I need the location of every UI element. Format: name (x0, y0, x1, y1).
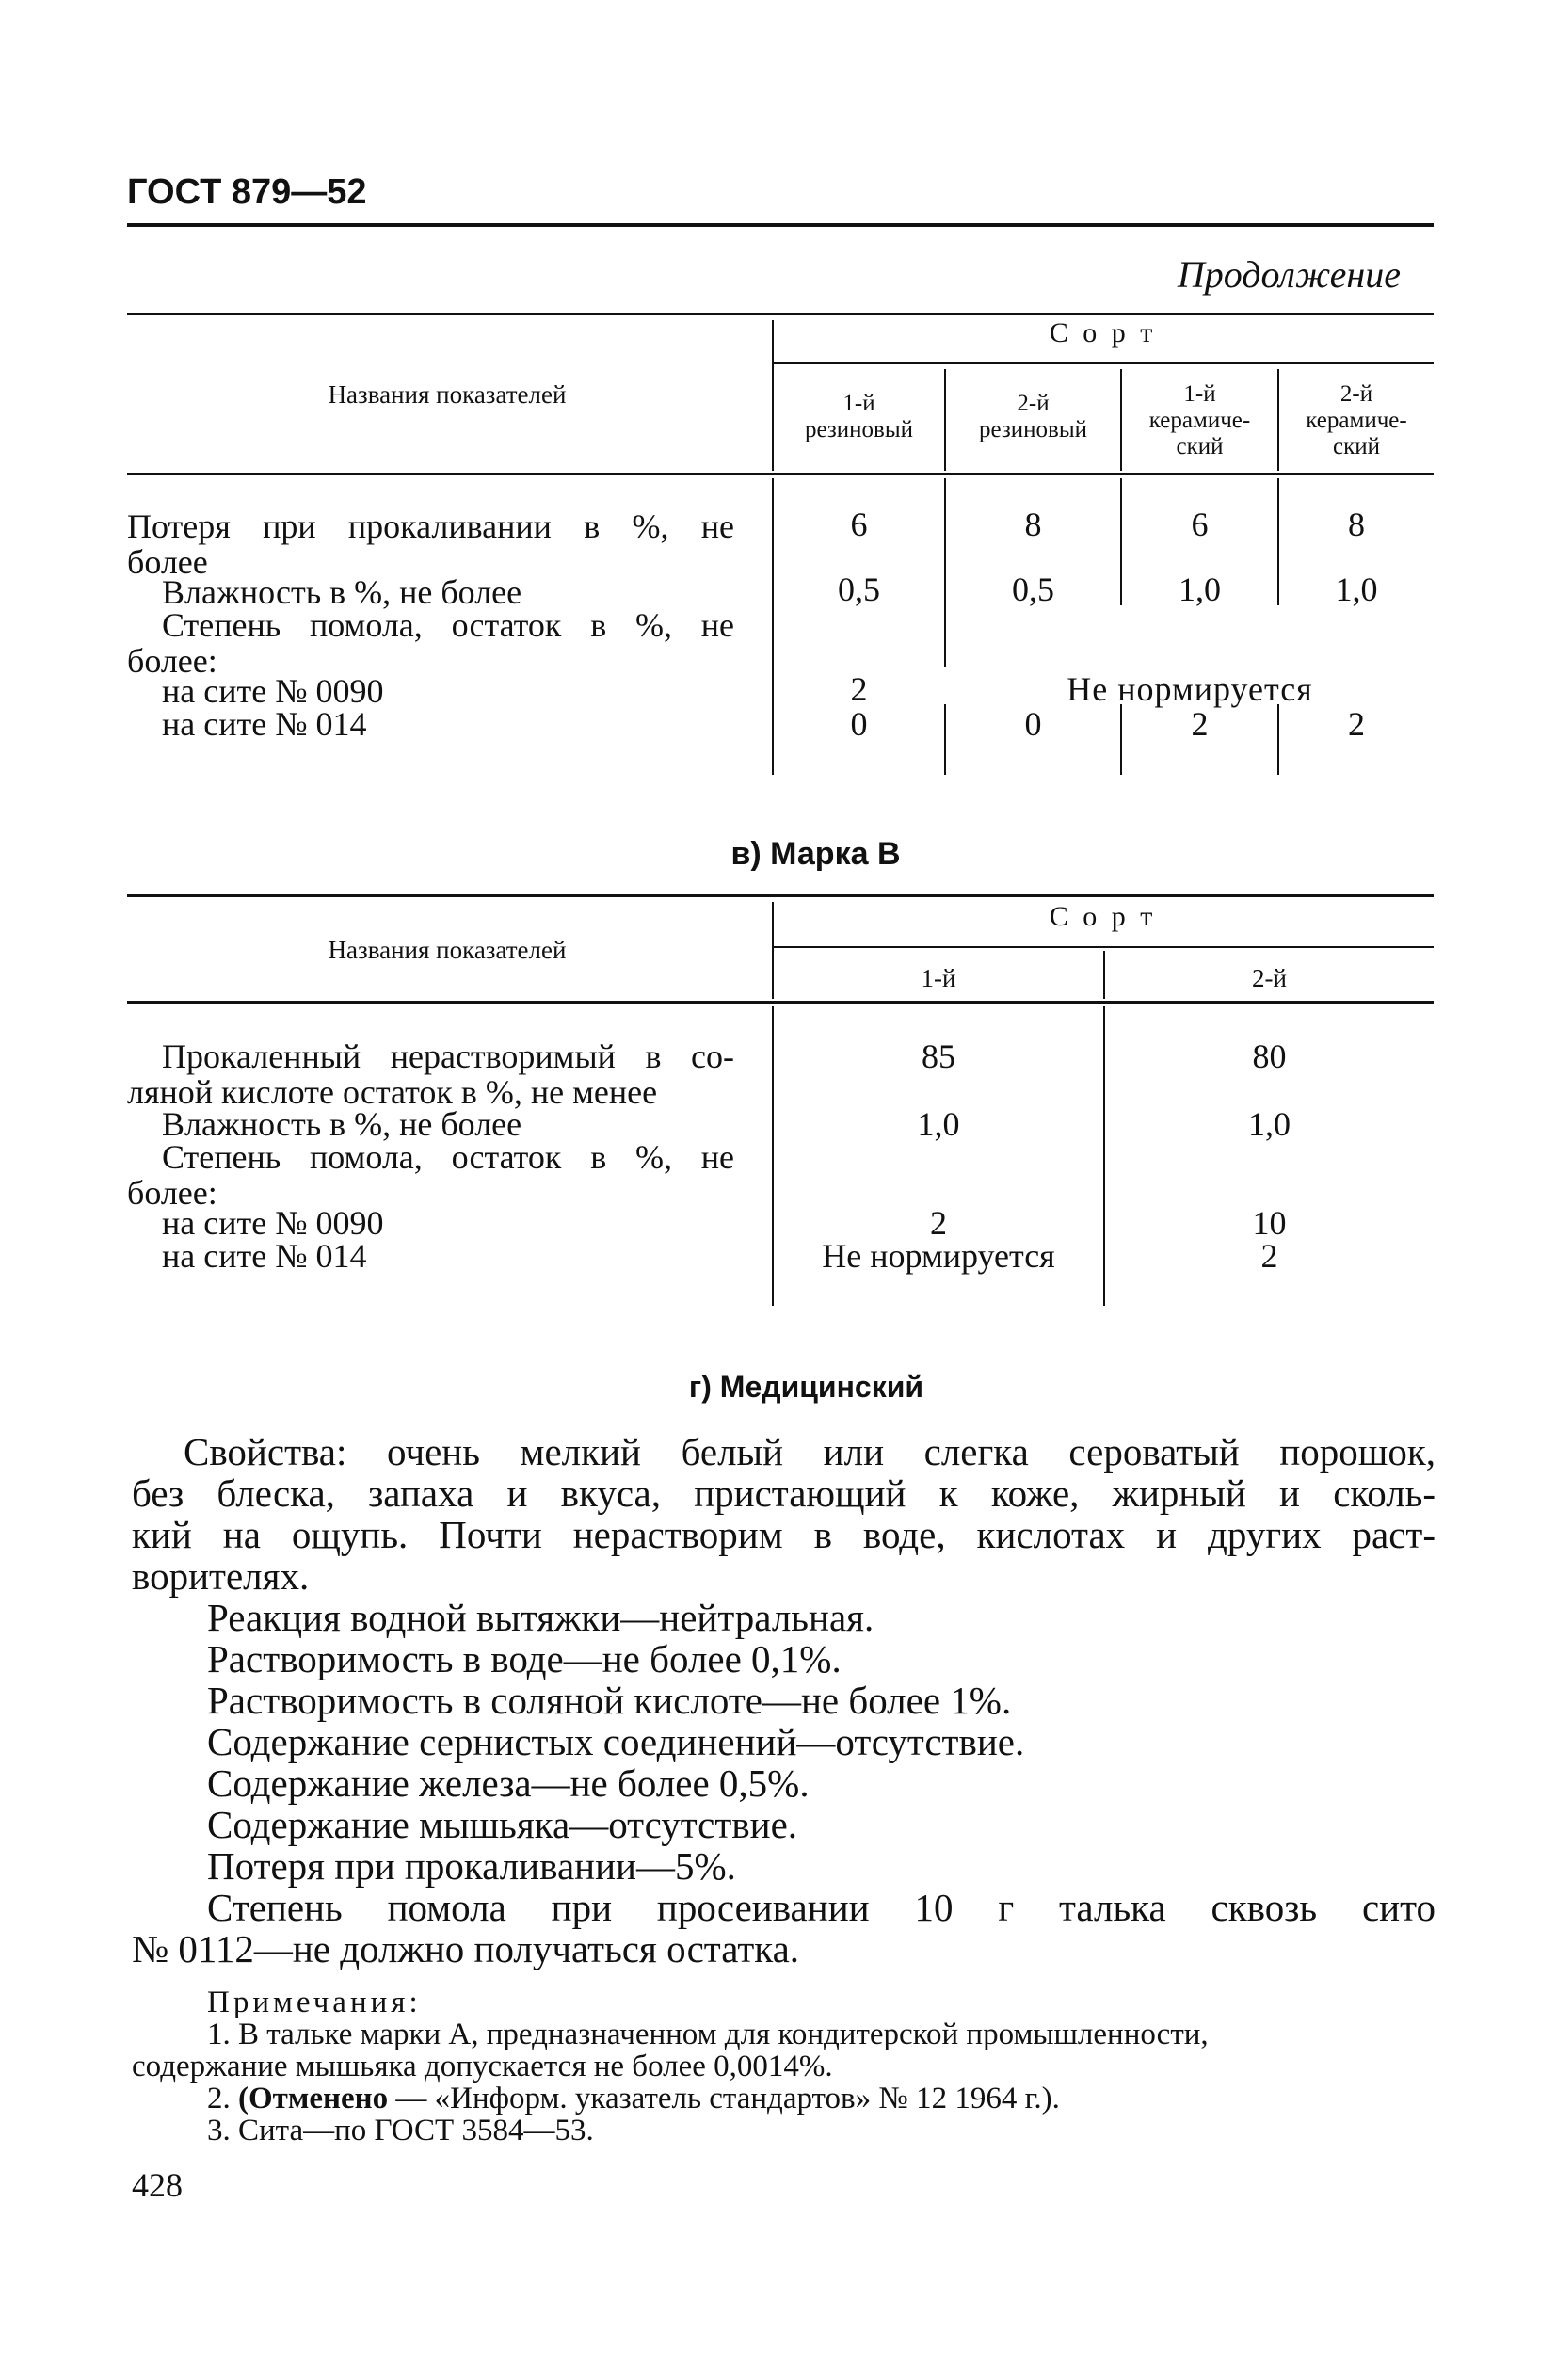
t1-r1-c4: 8 (1348, 506, 1365, 543)
table1-col-2: 2-й резиновый (978, 391, 1087, 442)
t2-r1-c2: 80 (1252, 1037, 1287, 1075)
t2-r3-c1: 2 (930, 1204, 947, 1242)
notes: Примечания: 1. В тальке марки А, предназначенном для кондитерской промышленности, содержание мышьяка допускается не более 0,0014%. 2. (Отменено — «Информ. указатель стандартов» № 12 1964 г.). 3. Сита—по ГОСТ 3584—53. (132, 1986, 1209, 2147)
table1-label-moist: Влажность в %, не более (162, 573, 522, 611)
table1-col-header: Названия показателей (328, 380, 567, 409)
t1-r1-c2: 8 (1024, 506, 1042, 543)
t1-r2-c2: 0,5 (1012, 571, 1054, 608)
t2-r3-c2: 10 (1252, 1204, 1287, 1242)
t1-r2-c3: 1,0 (1179, 571, 1221, 608)
table1-label-loss: Потеря при прокаливании в %, не более (127, 507, 734, 581)
section-g-title: г) Медицинский (688, 1370, 924, 1404)
header-rule (127, 223, 1434, 227)
table2-group-header: С о р т (1049, 901, 1157, 932)
t2-r2-c1: 1,0 (917, 1105, 960, 1143)
table2-label-moist: Влажность в %, не более (162, 1105, 522, 1143)
page-number: 428 (132, 2166, 183, 2204)
t2-r1-c1: 85 (922, 1037, 955, 1075)
table2-label-residue: Прокаленный нерастворимый в со- ляной кислоте остаток в %, не менее (127, 1037, 734, 1111)
t2-r4-c2: 2 (1260, 1237, 1278, 1275)
table2-label-014: на сите № 014 (162, 1237, 367, 1275)
section-b-title: в) Марка В (730, 836, 901, 872)
table2-col-2: 2-й (1252, 964, 1287, 992)
t1-r4-c2: 0 (1024, 705, 1042, 743)
table1-col-1: 1-й резиновый (804, 391, 913, 442)
continuation-label: Продолжение (1177, 253, 1401, 296)
t1-r4-c4: 2 (1348, 705, 1365, 743)
table1-label-grind: Степень помола, остаток в %, не более: (127, 606, 734, 680)
t1-r2-c1: 0,5 (838, 571, 880, 608)
table1-label-0090: на сите № 0090 (162, 672, 384, 710)
t2-r2-c2: 1,0 (1248, 1105, 1291, 1143)
table1-col-3: 1-й керамиче- ский (1148, 381, 1251, 459)
t1-r4-c1: 0 (850, 705, 868, 743)
t1-r1-c3: 6 (1191, 506, 1209, 543)
document-code: ГОСТ 879—52 (127, 172, 367, 212)
t1-r3-c1: 2 (850, 670, 868, 708)
table2-label-grind: Степень помола, остаток в %, не более: (127, 1138, 734, 1212)
table2-col-header: Названия показателей (328, 936, 567, 964)
table1-col-4: 2-й керамиче- ский (1306, 381, 1407, 459)
t1-r3-rest: Не нормируется (1067, 670, 1313, 708)
section-g-text: Свойства: очень мелкий белый или слегка сероватый порошок, без блеска, запаха и вкуса, пристающий к коже, жирный и сколь- кий на ощупь. Почти нерастворим в воде, кислотах и других раст- ворителях. Реакция водной вытяжки—нейтральная. Растворимость в воде—не более 0,1%. Растворимость в соляной кислоте—не более 1%. Содержание сернистых соединений—отсутствие. Содержание железа—не более 0,5%. Содержание мышьяка—отсутствие. Потеря при прокаливании—5%. Степень помола при просеивании 10 г талька сквозь сито № 0112—не должно получаться остатка. (132, 1430, 1436, 1970)
t2-r4-c1: Не нормируется (822, 1237, 1055, 1275)
table1-group-header: С о р т (1049, 317, 1157, 348)
t1-r2-c4: 1,0 (1335, 571, 1378, 608)
table2-label-0090: на сите № 0090 (162, 1204, 384, 1242)
t1-r1-c1: 6 (850, 506, 868, 543)
note-cancelled: (Отменено (238, 2082, 389, 2115)
table1-label-014: на сите № 014 (162, 705, 367, 743)
table2-col-1: 1-й (921, 964, 956, 992)
t1-r4-c3: 2 (1191, 705, 1209, 743)
